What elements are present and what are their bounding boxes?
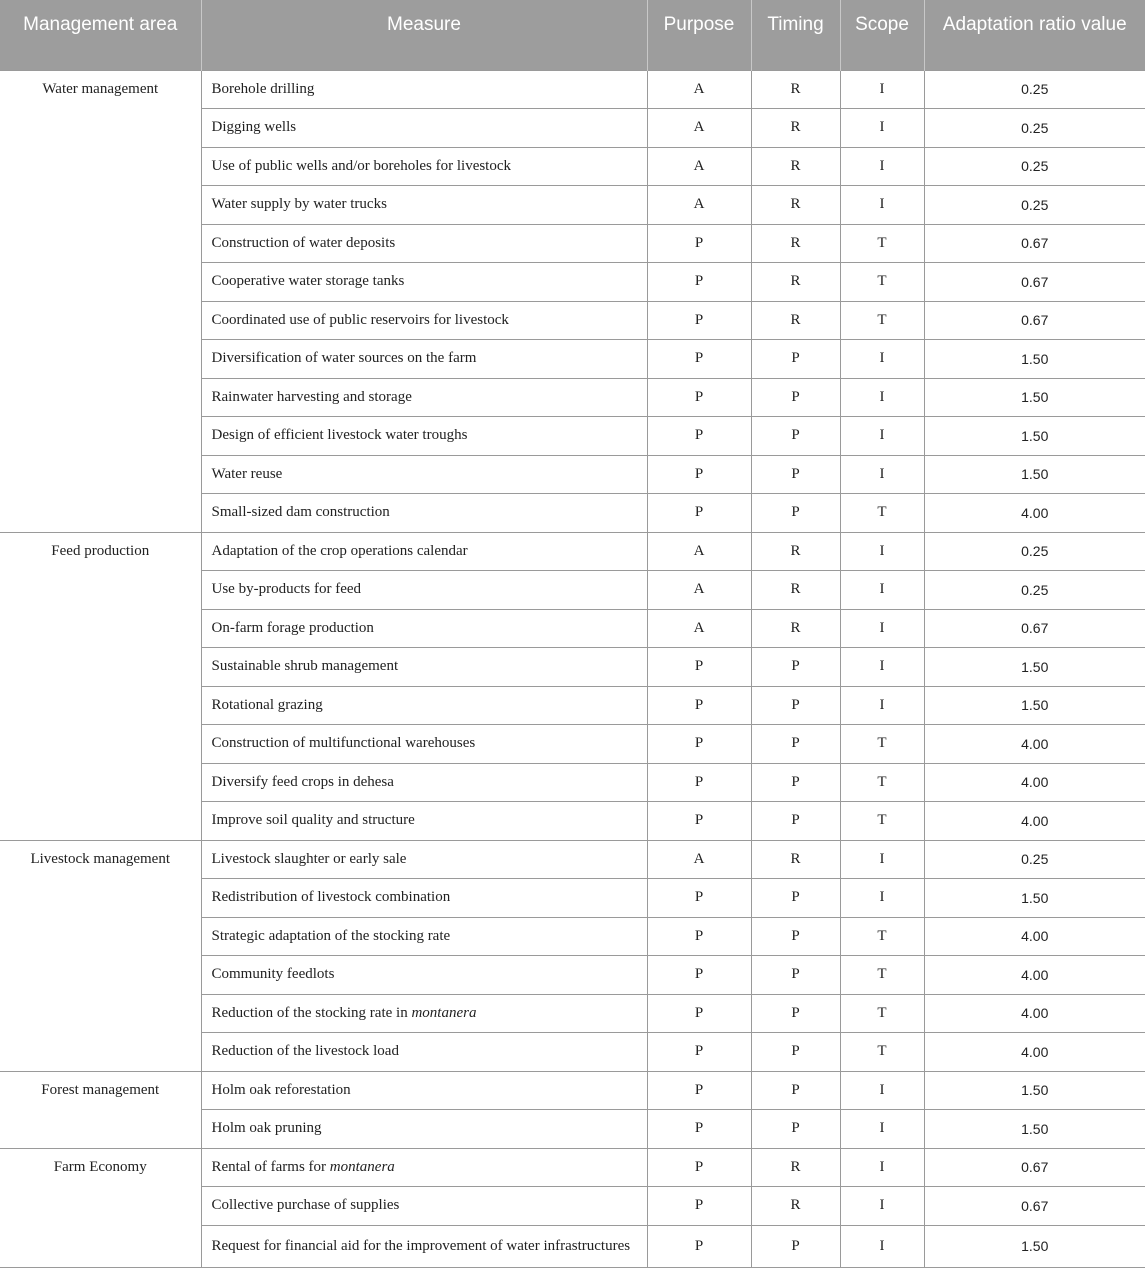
header-measure: Measure: [201, 0, 647, 70]
measure-text: Request for financial aid for the improvement of water infrastructures: [211, 1238, 631, 1254]
scope-cell: I: [840, 340, 924, 379]
timing-cell: P: [751, 494, 840, 533]
measure-text: Construction of water deposits: [211, 234, 396, 251]
measure-text: Sustainable shrub management: [211, 658, 399, 675]
adaptation-ratio-cell: 4.00: [924, 1033, 1145, 1072]
timing-cell: P: [751, 763, 840, 802]
scope-cell: I: [840, 1225, 924, 1267]
measure-cell: [201, 147, 647, 186]
scope-cell: T: [840, 224, 924, 263]
table-row: [0, 1148, 1145, 1187]
purpose-cell: P: [647, 340, 751, 379]
table-row: [0, 840, 1145, 879]
scope-cell: I: [840, 609, 924, 648]
timing-cell: P: [751, 455, 840, 494]
measure-cell: [201, 917, 647, 956]
table-row: [0, 532, 1145, 571]
timing-cell: P: [751, 686, 840, 725]
adaptation-ratio-cell: 4.00: [924, 802, 1145, 841]
timing-cell: P: [751, 917, 840, 956]
measure-text: Collective purchase of supplies: [211, 1197, 400, 1214]
measure-text: Rotational grazing: [211, 696, 323, 713]
scope-cell: I: [840, 378, 924, 417]
measure-cell: [201, 840, 647, 879]
header-purpose: Purpose: [647, 0, 751, 70]
measure-cell: [201, 224, 647, 263]
scope-cell: T: [840, 301, 924, 340]
timing-cell: R: [751, 1148, 840, 1187]
timing-cell: P: [751, 1033, 840, 1072]
measure-text: Rainwater harvesting and storage: [211, 388, 412, 405]
scope-cell: T: [840, 956, 924, 995]
purpose-cell: P: [647, 1187, 751, 1226]
purpose-cell: P: [647, 1071, 751, 1110]
purpose-cell: P: [647, 378, 751, 417]
scope-cell: I: [840, 686, 924, 725]
purpose-cell: P: [647, 763, 751, 802]
adaptation-ratio-cell: 4.00: [924, 994, 1145, 1033]
adaptation-ratio-cell: 4.00: [924, 956, 1145, 995]
measure-cell: [201, 417, 647, 456]
adaptation-ratio-cell: 1.50: [924, 648, 1145, 687]
measure-text: Use of public wells and/or boreholes for livestock: [211, 157, 512, 174]
measure-text: Use by-products for feed: [211, 581, 362, 598]
purpose-cell: P: [647, 686, 751, 725]
header-row: [0, 0, 1145, 70]
management-area-cell: Livestock management: [0, 840, 201, 1071]
timing-cell: P: [751, 1071, 840, 1110]
measure-text: Digging wells: [211, 119, 297, 136]
timing-cell: R: [751, 840, 840, 879]
measure-text: Coordinated use of public reservoirs for livestock: [211, 311, 509, 328]
measure-text: Water supply by water trucks: [211, 196, 387, 213]
timing-cell: R: [751, 224, 840, 263]
timing-cell: R: [751, 263, 840, 302]
measure-cell: [201, 1071, 647, 1110]
measure-cell: [201, 1187, 647, 1226]
timing-cell: R: [751, 70, 840, 109]
scope-cell: I: [840, 455, 924, 494]
purpose-cell: A: [647, 840, 751, 879]
measure-text: Construction of multifunctional warehouses: [211, 735, 476, 752]
measure-text: Cooperative water storage tanks: [211, 273, 405, 290]
scope-cell: I: [840, 840, 924, 879]
measure-cell: [201, 802, 647, 841]
header-management-area: Management area: [0, 0, 201, 70]
scope-cell: T: [840, 263, 924, 302]
measure-italic-term: montanera: [411, 1004, 477, 1021]
adaptation-ratio-cell: 1.50: [924, 879, 1145, 918]
timing-cell: R: [751, 609, 840, 648]
measure-text: Design of efficient livestock water troughs: [211, 427, 468, 444]
measure-text: Adaptation of the crop operations calendar: [211, 542, 468, 559]
timing-cell: P: [751, 725, 840, 764]
management-area-cell: Forest management: [0, 1071, 201, 1148]
purpose-cell: P: [647, 224, 751, 263]
measure-cell: [201, 879, 647, 918]
scope-cell: I: [840, 186, 924, 225]
scope-cell: I: [840, 1071, 924, 1110]
timing-cell: R: [751, 301, 840, 340]
table-header: [0, 0, 1145, 70]
adaptation-ratio-cell: 0.25: [924, 186, 1145, 225]
adaptation-ratio-cell: 0.67: [924, 224, 1145, 263]
measure-cell: [201, 763, 647, 802]
purpose-cell: A: [647, 571, 751, 610]
measure-text: On-farm forage production: [211, 619, 374, 636]
timing-cell: R: [751, 1187, 840, 1226]
adaptation-ratio-cell: 0.25: [924, 109, 1145, 148]
scope-cell: I: [840, 1110, 924, 1149]
purpose-cell: A: [647, 109, 751, 148]
adaptation-ratio-cell: 1.50: [924, 417, 1145, 456]
measure-cell: [201, 301, 647, 340]
measure-cell: [201, 494, 647, 533]
measure-text: Improve soil quality and structure: [211, 812, 415, 829]
purpose-cell: P: [647, 455, 751, 494]
measure-text: Rental of farms for: [211, 1158, 330, 1175]
adaptation-ratio-cell: 1.50: [924, 1071, 1145, 1110]
purpose-cell: P: [647, 1148, 751, 1187]
scope-cell: I: [840, 879, 924, 918]
measure-cell: [201, 532, 647, 571]
scope-cell: T: [840, 994, 924, 1033]
scope-cell: I: [840, 417, 924, 456]
scope-cell: T: [840, 494, 924, 533]
purpose-cell: P: [647, 648, 751, 687]
timing-cell: P: [751, 1110, 840, 1149]
measure-text: Borehole drilling: [211, 80, 315, 97]
timing-cell: P: [751, 417, 840, 456]
scope-cell: T: [840, 1033, 924, 1072]
measure-cell: [201, 455, 647, 494]
adaptation-ratio-cell: 0.25: [924, 147, 1145, 186]
timing-cell: R: [751, 147, 840, 186]
measure-cell: [201, 378, 647, 417]
scope-cell: I: [840, 1187, 924, 1226]
measure-text: Strategic adaptation of the stocking rate: [211, 927, 451, 944]
measure-cell: [201, 186, 647, 225]
measure-cell: [201, 994, 647, 1033]
adaptation-ratio-cell: 0.67: [924, 609, 1145, 648]
measure-cell: [201, 70, 647, 109]
table-body: [0, 70, 1145, 1267]
scope-cell: I: [840, 70, 924, 109]
purpose-cell: A: [647, 609, 751, 648]
scope-cell: I: [840, 648, 924, 687]
adaptation-ratio-cell: 4.00: [924, 917, 1145, 956]
adaptation-ratio-cell: 1.50: [924, 1225, 1145, 1267]
timing-cell: R: [751, 186, 840, 225]
measure-text: Holm oak pruning: [211, 1120, 322, 1137]
measure-cell: [201, 609, 647, 648]
timing-cell: P: [751, 879, 840, 918]
measure-cell: [201, 263, 647, 302]
timing-cell: R: [751, 109, 840, 148]
scope-cell: I: [840, 1148, 924, 1187]
measure-italic-term: montanera: [329, 1158, 395, 1175]
adaptation-ratio-cell: 1.50: [924, 686, 1145, 725]
scope-cell: T: [840, 917, 924, 956]
scope-cell: T: [840, 802, 924, 841]
measure-cell: [201, 648, 647, 687]
measure-cell: [201, 1148, 647, 1187]
adaptation-ratio-cell: 1.50: [924, 1110, 1145, 1149]
scope-cell: T: [840, 763, 924, 802]
purpose-cell: P: [647, 956, 751, 995]
timing-cell: P: [751, 378, 840, 417]
purpose-cell: A: [647, 147, 751, 186]
header-timing: Timing: [751, 0, 840, 70]
measure-cell: [201, 571, 647, 610]
measure-cell: [201, 956, 647, 995]
scope-cell: I: [840, 109, 924, 148]
management-area-cell: Feed production: [0, 532, 201, 840]
adaptation-ratio-cell: 1.50: [924, 378, 1145, 417]
purpose-cell: P: [647, 725, 751, 764]
adaptation-ratio-cell: 0.67: [924, 263, 1145, 302]
scope-cell: T: [840, 725, 924, 764]
adaptation-ratio-cell: 4.00: [924, 763, 1145, 802]
purpose-cell: A: [647, 70, 751, 109]
management-area-cell: Farm Economy: [0, 1148, 201, 1267]
header-scope: Scope: [840, 0, 924, 70]
measure-text: Reduction of the livestock load: [211, 1043, 399, 1060]
adaptation-ratio-cell: 4.00: [924, 494, 1145, 533]
purpose-cell: P: [647, 879, 751, 918]
header-adaptation-ratio-value: Adaptation ratio value: [924, 0, 1145, 70]
measure-cell: [201, 686, 647, 725]
timing-cell: R: [751, 571, 840, 610]
measure-text: Small-sized dam construction: [211, 504, 390, 521]
measure-text: Holm oak reforestation: [211, 1081, 351, 1098]
measure-text: Diversification of water sources on the farm: [211, 350, 477, 367]
timing-cell: P: [751, 994, 840, 1033]
adaptation-ratio-cell: 4.00: [924, 725, 1145, 764]
timing-cell: R: [751, 532, 840, 571]
measure-cell: [201, 725, 647, 764]
purpose-cell: P: [647, 994, 751, 1033]
purpose-cell: P: [647, 301, 751, 340]
purpose-cell: P: [647, 917, 751, 956]
purpose-cell: A: [647, 532, 751, 571]
measure-cell: [201, 1033, 647, 1072]
measure-text: Livestock slaughter or early sale: [211, 850, 407, 867]
adaptation-ratio-cell: 0.25: [924, 840, 1145, 879]
adaptation-ratio-cell: 0.67: [924, 1187, 1145, 1226]
adaptation-ratio-cell: 0.25: [924, 571, 1145, 610]
measure-text: Diversify feed crops in dehesa: [211, 773, 394, 790]
table-row: [0, 70, 1145, 109]
timing-cell: P: [751, 1225, 840, 1267]
timing-cell: P: [751, 956, 840, 995]
scope-cell: I: [840, 532, 924, 571]
table-row: [0, 1071, 1145, 1110]
adaptation-ratio-cell: 0.67: [924, 1148, 1145, 1187]
scope-cell: I: [840, 147, 924, 186]
measure-text: Redistribution of livestock combination: [211, 889, 451, 906]
purpose-cell: P: [647, 1225, 751, 1267]
timing-cell: P: [751, 648, 840, 687]
adaptation-ratio-cell: 0.67: [924, 301, 1145, 340]
adaptation-ratio-cell: 0.25: [924, 532, 1145, 571]
measure-text: Community feedlots: [211, 966, 335, 983]
purpose-cell: P: [647, 1033, 751, 1072]
measure-text: Reduction of the stocking rate in: [211, 1004, 412, 1021]
measure-cell: [201, 1110, 647, 1149]
measure-cell: [201, 109, 647, 148]
purpose-cell: P: [647, 417, 751, 456]
measure-text: Water reuse: [211, 465, 283, 482]
adaptation-ratio-cell: 0.25: [924, 70, 1145, 109]
timing-cell: P: [751, 802, 840, 841]
purpose-cell: P: [647, 494, 751, 533]
purpose-cell: P: [647, 802, 751, 841]
adaptation-ratio-cell: 1.50: [924, 455, 1145, 494]
purpose-cell: P: [647, 1110, 751, 1149]
timing-cell: P: [751, 340, 840, 379]
measure-cell: [201, 1225, 647, 1267]
adaptation-ratio-cell: 1.50: [924, 340, 1145, 379]
scope-cell: I: [840, 571, 924, 610]
management-area-cell: Water management: [0, 70, 201, 532]
purpose-cell: A: [647, 186, 751, 225]
measure-cell: [201, 340, 647, 379]
purpose-cell: P: [647, 263, 751, 302]
